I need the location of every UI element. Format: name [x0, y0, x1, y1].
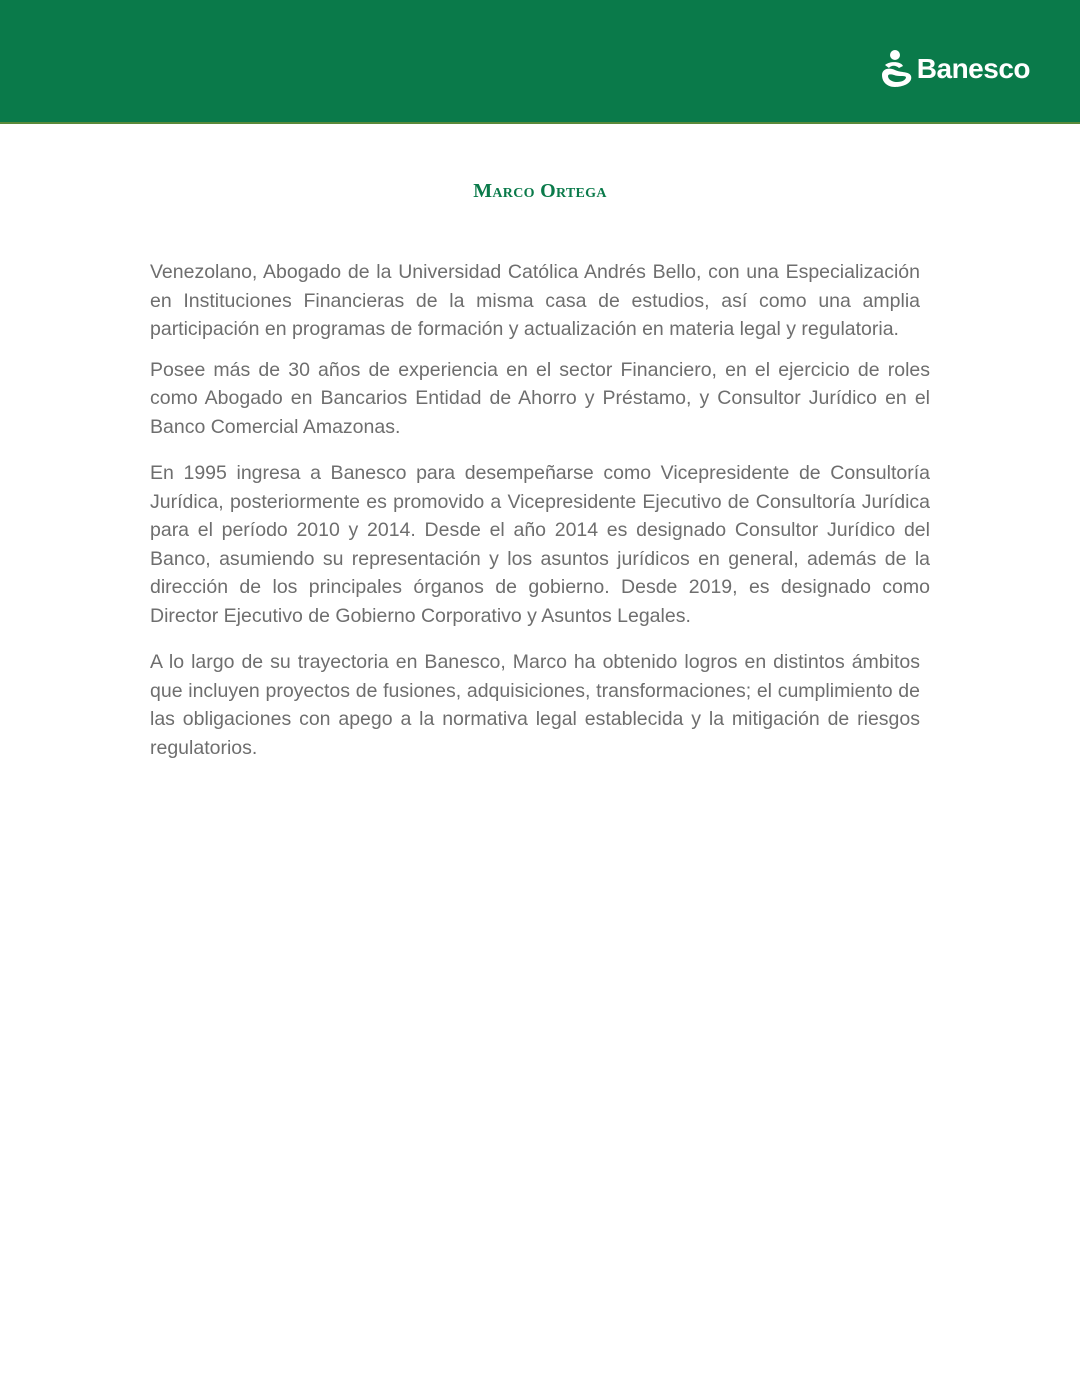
banesco-logo-icon: [879, 49, 915, 89]
biography-text: [150, 258, 930, 774]
bio-paragraph-3: En 1995 ingresa a Banesco para desempeñarse como Vicepresidente de Consultoría Jurídica, posteriormente es promovido a Vicepresidente Ejecutivo de Consultoría Jurídica para el período 2010 y 2014. Desde el año 2014 es designado Consultor Jurídico del Banco, asumiendo su representación y los asuntos jurídicos en general, además de la dirección de los principales órganos de gobierno. Desde 2019, es designado como Director Ejecutivo de Gobierno Corporativo y Asuntos Legales.: [150, 462, 930, 627]
brand-name: Banesco: [916, 53, 1030, 84]
brand-logo: [879, 48, 1030, 90]
bio-paragraph-4: A lo largo de su trayectoria en Banesco, Marco ha obtenido logros en distintos ámbitos que incluyen proyectos de fusiones, adquisiciones, transformaciones; el cumplimiento de las obligaciones con apego a la normativa legal establecida y la mitigación de riesgos regulatorios.: [150, 651, 920, 759]
header-band: [0, 0, 1080, 124]
bio-paragraph-2: Posee más de 30 años de experiencia en el sector Financiero, en el ejercicio de roles como Abogado en Bancarios Entidad de Ahorro y Préstamo, y Consultor Jurídico en el Banco Comercial Amazonas.: [150, 358, 930, 438]
person-name-title: Marco Ortega: [473, 180, 607, 202]
bio-paragraph-1: Venezolano, Abogado de la Universidad Católica Andrés Bello, con una Especialización en Instituciones Financieras de la misma casa de estudios, así como una amplia participación en programas de formación y actualización en materia legal y regulatoria.: [150, 261, 920, 340]
